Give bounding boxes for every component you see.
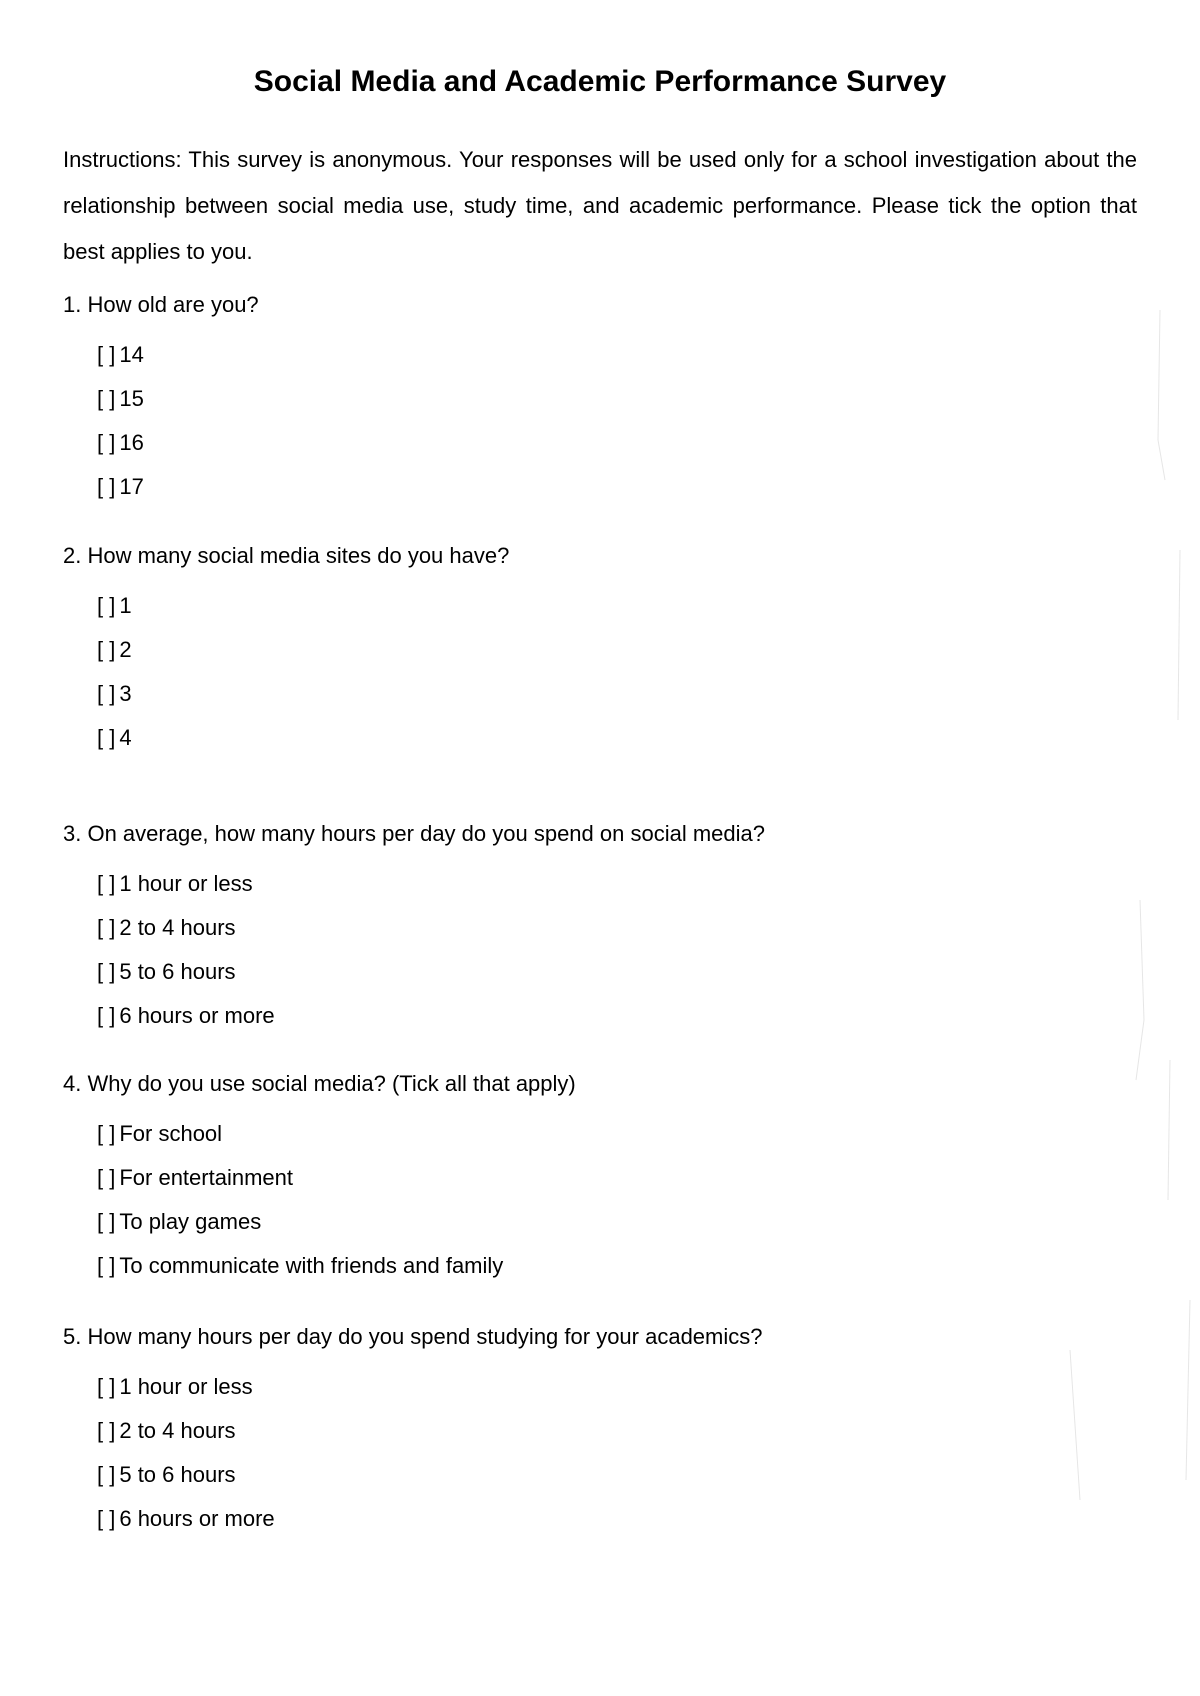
option[interactable] bbox=[97, 1453, 1123, 1497]
question-4-text: 4. Why do you use social media? (Tick all that apply) bbox=[63, 1071, 576, 1096]
option-label: 15 bbox=[119, 386, 144, 411]
checkbox[interactable]: [ ] bbox=[97, 342, 116, 367]
question-4 bbox=[63, 1070, 1123, 1288]
option-label: 17 bbox=[119, 474, 144, 499]
option[interactable] bbox=[97, 950, 1123, 994]
option[interactable] bbox=[97, 1497, 1123, 1541]
option[interactable] bbox=[97, 421, 1123, 465]
question-5-text: 5. How many hours per day do you spend studying for your academics? bbox=[63, 1324, 763, 1349]
checkbox[interactable]: [ ] bbox=[97, 1506, 116, 1531]
option[interactable] bbox=[97, 716, 1123, 760]
question-3-text: 3. On average, how many hours per day do you spend on social media? bbox=[63, 821, 765, 846]
question-2 bbox=[63, 542, 1123, 760]
question-3 bbox=[63, 820, 1123, 1038]
checkbox[interactable]: [ ] bbox=[97, 1165, 116, 1190]
question-5-options bbox=[63, 1365, 1123, 1541]
option[interactable] bbox=[97, 377, 1123, 421]
option-label: 5 to 6 hours bbox=[119, 1462, 236, 1487]
checkbox[interactable]: [ ] bbox=[97, 430, 116, 455]
option-label: For school bbox=[119, 1121, 223, 1146]
checkbox[interactable]: [ ] bbox=[97, 474, 116, 499]
question-2-options bbox=[63, 584, 1123, 760]
option[interactable] bbox=[97, 628, 1123, 672]
checkbox[interactable]: [ ] bbox=[97, 959, 116, 984]
option-label: 6 hours or more bbox=[119, 1003, 275, 1028]
option[interactable] bbox=[97, 584, 1123, 628]
option-label: 16 bbox=[119, 430, 144, 455]
question-4-options bbox=[63, 1112, 1123, 1288]
survey-title: Social Media and Academic Performance Survey bbox=[253, 65, 947, 98]
question-2-text: 2. How many social media sites do you have? bbox=[63, 543, 510, 568]
option-label: 2 to 4 hours bbox=[119, 915, 236, 940]
checkbox[interactable]: [ ] bbox=[97, 1209, 116, 1234]
option-label: 6 hours or more bbox=[119, 1506, 275, 1531]
option[interactable] bbox=[97, 994, 1123, 1038]
option[interactable] bbox=[97, 1112, 1123, 1156]
option-label: 3 bbox=[119, 681, 132, 706]
checkbox[interactable]: [ ] bbox=[97, 1253, 116, 1278]
option-label: 14 bbox=[119, 342, 144, 367]
question-1-options bbox=[63, 333, 1123, 509]
option-label: 1 hour or less bbox=[119, 1374, 253, 1399]
question-1 bbox=[63, 291, 1123, 509]
checkbox[interactable]: [ ] bbox=[97, 1462, 116, 1487]
option[interactable] bbox=[97, 1156, 1123, 1200]
option-label: To communicate with friends and family bbox=[119, 1253, 504, 1278]
checkbox[interactable]: [ ] bbox=[97, 725, 116, 750]
option-label: 4 bbox=[119, 725, 132, 750]
option-label: 5 to 6 hours bbox=[119, 959, 236, 984]
question-3-options bbox=[63, 862, 1123, 1038]
option-label: 1 bbox=[119, 593, 132, 618]
option[interactable] bbox=[97, 333, 1123, 377]
checkbox[interactable]: [ ] bbox=[97, 637, 116, 662]
checkbox[interactable]: [ ] bbox=[97, 1003, 116, 1028]
checkbox[interactable]: [ ] bbox=[97, 915, 116, 940]
survey-instructions: Instructions: This survey is anonymous. Your responses will be used only for a school investigation about the relationship between social media use, study time, and academic performance. Please tick the option that best applies to you. bbox=[63, 147, 1137, 264]
option[interactable] bbox=[97, 1200, 1123, 1244]
option[interactable] bbox=[97, 672, 1123, 716]
checkbox[interactable]: [ ] bbox=[97, 1374, 116, 1399]
option-label: 1 hour or less bbox=[119, 871, 253, 896]
checkbox[interactable]: [ ] bbox=[97, 386, 116, 411]
checkbox[interactable]: [ ] bbox=[97, 871, 116, 896]
option[interactable] bbox=[97, 465, 1123, 509]
question-1-text: 1. How old are you? bbox=[63, 292, 259, 317]
question-5 bbox=[63, 1323, 1123, 1541]
option[interactable] bbox=[97, 862, 1123, 906]
checkbox[interactable]: [ ] bbox=[97, 1121, 116, 1146]
checkbox[interactable]: [ ] bbox=[97, 1418, 116, 1443]
option-label: To play games bbox=[119, 1209, 262, 1234]
option[interactable] bbox=[97, 1365, 1123, 1409]
option[interactable] bbox=[97, 1244, 1123, 1288]
checkbox[interactable]: [ ] bbox=[97, 593, 116, 618]
option[interactable] bbox=[97, 1409, 1123, 1453]
option-label: 2 bbox=[119, 637, 132, 662]
option-label: For entertainment bbox=[119, 1165, 293, 1190]
option[interactable] bbox=[97, 906, 1123, 950]
option-label: 2 to 4 hours bbox=[119, 1418, 236, 1443]
checkbox[interactable]: [ ] bbox=[97, 681, 116, 706]
